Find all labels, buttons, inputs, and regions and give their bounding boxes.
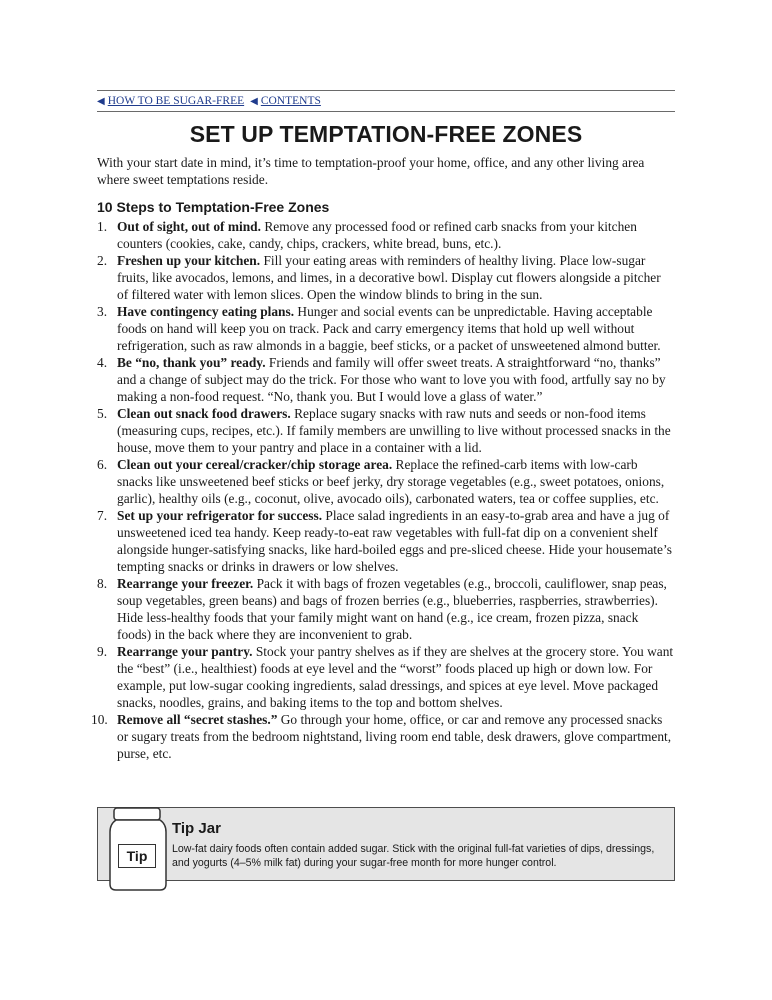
tip-text: Low-fat dairy foods often contain added sugar. Stick with the original full-fat varieties of dips, dressings, and yogurts (4–5% milk fat) during your sugar-free month for more hunger control. — [172, 843, 655, 869]
page-content — [91, 90, 675, 762]
steps-list — [91, 218, 675, 762]
tip-box — [97, 807, 675, 881]
step-heading: Clean out snack food drawers. — [117, 406, 291, 421]
step-text: Place salad ingredients in an easy-to-grab area and have a jug of unsweetened iced tea handy. Keep ready-to-eat raw vegetables with full-fat dip on a convenient shelf alongside hunger-satisfying snacks, like hard-boiled eggs and pre-sliced cheese. Hide your housemate’s tempting snacks or drinks in drawers or low shelves. — [117, 508, 672, 574]
page-title: SET UP TEMPTATION-FREE ZONES — [189, 121, 583, 147]
step-heading: Out of sight, out of mind. — [117, 219, 261, 234]
list-item: 7. Set up your refrigerator for success. Place salad ingredients in an easy-to-grab area and have a jug of unsweetened iced tea handy. Keep ready-to-eat raw vegetables with full-fat dip on a convenient shelf alongside hunger-satisfying snacks, like hard-boiled eggs and pre-sliced cheese. Hide your housemate’s tempting snacks or drinks in drawers or low shelves. — [97, 508, 672, 574]
section-heading: 10 Steps to Temptation-Free Zones — [97, 199, 330, 215]
step-text: Friends and family will offer sweet treats. A straightforward “no, thanks” and a change of subject may do the trick. For those who want to love you with food, artfully say no by making a non-food request. “No, thank you. But I would love a glass of water.” — [117, 355, 666, 404]
step-text: Pack it with bags of frozen vegetables (e.g., broccoli, cauliflower, snap peas, soup vegetables, green beans) and bags of frozen berries (e.g., blueberries, raspberries, strawberries). Hide less-healthy foods that your family might want on hand (e.g., ice cream, frozen pizza, snack foods) in the back where they are inconvenient to grab. — [117, 576, 667, 642]
tip-jar-label: Tip — [118, 844, 156, 868]
breadcrumb — [97, 90, 675, 112]
step-heading: Rearrange your pantry. — [117, 644, 253, 659]
tip-title: Tip Jar — [172, 820, 221, 837]
step-heading: Clean out your cereal/cracker/chip storage area. — [117, 457, 393, 472]
step-heading: Have contingency eating plans. — [117, 304, 295, 319]
step-heading: Set up your refrigerator for success. — [117, 508, 323, 523]
list-item: 1. Out of sight, out of mind. Remove any processed food or refined carb snacks from your kitchen counters (cookies, cake, candy, chips, crackers, white bread, buns, etc.). — [97, 219, 637, 251]
tip-jar-icon — [108, 806, 168, 892]
nav-link-contents[interactable]: CONTENTS — [260, 95, 321, 107]
list-item: 8. Rearrange your freezer. Pack it with bags of frozen vegetables (e.g., broccoli, cauliflower, snap peas, soup vegetables, green beans) and bags of frozen berries (e.g., blueberries, raspberries, strawberries). Hide less-healthy foods that your family might want on hand (e.g., ice cream, frozen pizza, snack foods) in the back where they are inconvenient to grab. — [97, 576, 667, 642]
step-text: Remove any processed food or refined carb snacks from your kitchen counters (cookies, cake, candy, chips, crackers, white bread, buns, etc.). — [117, 219, 637, 251]
step-text: Go through your home, office, or car and remove any processed snacks or sugary treats from the bedroom nightstand, living room end table, desk drawers, glove compartment, purse, etc. — [117, 712, 672, 761]
step-heading: Be “no, thank you” ready. — [117, 355, 266, 370]
list-item: 3. Have contingency eating plans. Hunger and social events can be unpredictable. Having acceptable foods on hand will keep you on track. Pack and carry emergency items that hold up well without refrigeration, such as raw almonds in a baggie, beef sticks, or a packet of unsweetened almond butter. — [97, 304, 661, 353]
list-item: 4. Be “no, thank you” ready. Friends and family will offer sweet treats. A straightforward “no, thanks” and a change of subject may do the trick. For those who want to love you with food, artfully say no by making a non-food request. “No, thank you. But I would love a glass of water.” — [97, 355, 666, 404]
step-heading: Remove all “secret stashes.” — [117, 712, 278, 727]
step-heading: Freshen up your kitchen. — [117, 253, 261, 268]
list-item: 9. Rearrange your pantry. Stock your pantry shelves as if they are shelves at the grocery store. You want the “best” (i.e., healthiest) foods at eye level and the “worst” foods placed up high or down low. For example, put low-sugar cooking ingredients, salad dressings, and spices at eye level. Move packaged snacks, noodles, grains, and baking items to the top and bottom shelves. — [97, 644, 674, 710]
step-text: Replace the refined-carb items with low-carb snacks like unsweetened beef sticks or beef jerky, dry storage vegetables (e.g., sweet potatoes, onions, garlic), healthy oils (e.g., coconut, olive, avocado oils), carbonated waters, tea or coffee supplies, etc. — [117, 457, 665, 506]
intro-paragraph: With your start date in mind, it’s time to temptation-proof your home, office, and any other living area where sweet temptations reside. — [97, 155, 645, 187]
list-item: 5. Clean out snack food drawers. Replace sugary snacks with raw nuts and seeds or non-food items (measuring cups, recipes, etc.). If family members are unwilling to live without processed snacks in the house, move them to your pantry and place in a container with a lid. — [97, 406, 671, 455]
list-item: 2. Freshen up your kitchen. Fill your eating areas with reminders of healthy living. Place low-sugar fruits, like avocados, lemons, and limes, in a decorative bowl. Display cut flowers alongside a pitcher of filtered water with lemon slices. Open the window blinds to bring in the sun. — [97, 253, 661, 302]
step-heading: Rearrange your freezer. — [117, 576, 254, 591]
step-text: Fill your eating areas with reminders of healthy living. Place low-sugar fruits, like avocados, lemons, and limes, in a decorative bowl. Display cut flowers alongside a pitcher of filtered water with lemon slices. Open the window blinds to bring in the sun. — [117, 253, 661, 302]
step-text: Hunger and social events can be unpredictable. Having acceptable foods on hand will keep you on track. Pack and carry emergency items that hold up well without refrigeration, such as raw almonds in a baggie, beef sticks, or a packet of unsweetened almond butter. — [117, 304, 661, 353]
list-item: 10. Remove all “secret stashes.” Go through your home, office, or car and remove any processed snacks or sugary treats from the bedroom nightstand, living room end table, desk drawers, glove compartment, purse, etc. — [91, 712, 672, 761]
list-item: 6. Clean out your cereal/cracker/chip storage area. Replace the refined-carb items with low-carb snacks like unsweetened beef sticks or beef jerky, dry storage vegetables (e.g., sweet potatoes, onions, garlic), healthy oils (e.g., coconut, olive, avocado oils), carbonated waters, tea or coffee supplies, etc. — [97, 457, 665, 506]
nav-link-how-to-be-sugar-free[interactable]: HOW TO BE SUGAR-FREE — [107, 95, 245, 107]
back-arrow-icon: ◀ — [97, 96, 105, 107]
back-arrow-icon: ◀ — [250, 96, 258, 107]
step-text: Replace sugary snacks with raw nuts and seeds or non-food items (measuring cups, recipes, etc.). If family members are unwilling to live without processed snacks in the house, move them to your pantry and place in a container with a lid. — [117, 406, 671, 455]
step-text: Stock your pantry shelves as if they are shelves at the grocery store. You want the “best” (i.e., healthiest) foods at eye level and the “worst” foods placed up high or down low. For example, put low-sugar cooking ingredients, salad dressings, and spices at eye level. Move packaged snacks, noodles, grains, and baking items to the top and bottom shelves. — [117, 644, 674, 710]
